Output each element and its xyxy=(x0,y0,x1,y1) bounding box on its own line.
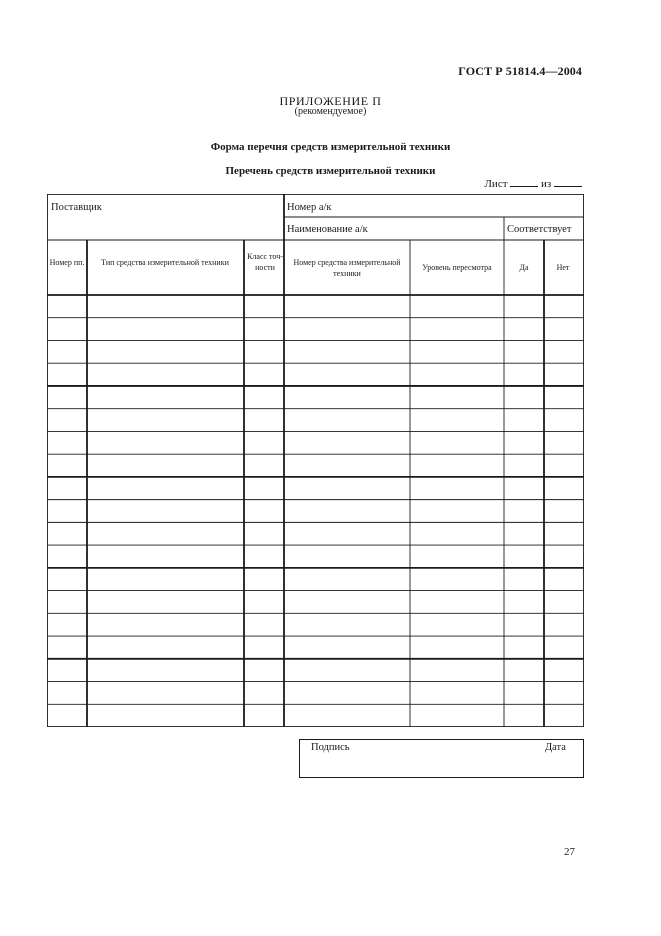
col-no-header: Нет xyxy=(556,263,570,272)
col-class-header: Класс точ-ности xyxy=(247,252,283,272)
conforms-label: Соответствует xyxy=(507,224,572,235)
form-title: Форма перечня средств измерительной техники xyxy=(210,141,451,153)
col-number-header: Номер пп. xyxy=(49,258,85,267)
sheet-total-blank[interactable] xyxy=(554,177,582,187)
sheet-label: Лист xyxy=(484,178,508,190)
page-number: 27 xyxy=(564,846,575,858)
standard-code: ГОСТ Р 51814.4—2004 xyxy=(458,64,582,78)
sheet-of-label: из xyxy=(541,178,552,190)
appendix-subtitle: (рекомендуемое) xyxy=(294,106,367,117)
sheet-counter xyxy=(484,177,582,190)
col-review-level-header: Уровень пересмотра xyxy=(422,263,492,272)
ak-number-label: Номер а/к xyxy=(287,202,332,213)
col-type-header: Тип средства измерительной техники xyxy=(101,258,229,267)
sheet-number-blank[interactable] xyxy=(510,177,538,187)
instrument-list-table xyxy=(47,194,584,727)
appendix-title: ПРИЛОЖЕНИЕ П xyxy=(279,94,382,108)
ak-name-label: Наименование а/к xyxy=(287,224,368,235)
date-label: Дата xyxy=(545,742,566,753)
signature-label: Подпись xyxy=(311,742,350,753)
col-instrument-number-header: Номер средства измерительной техники xyxy=(293,258,401,278)
list-title: Перечень средств измерительной техники xyxy=(225,165,436,177)
supplier-label: Поставщик xyxy=(51,202,102,213)
col-yes-header: Да xyxy=(519,263,529,272)
